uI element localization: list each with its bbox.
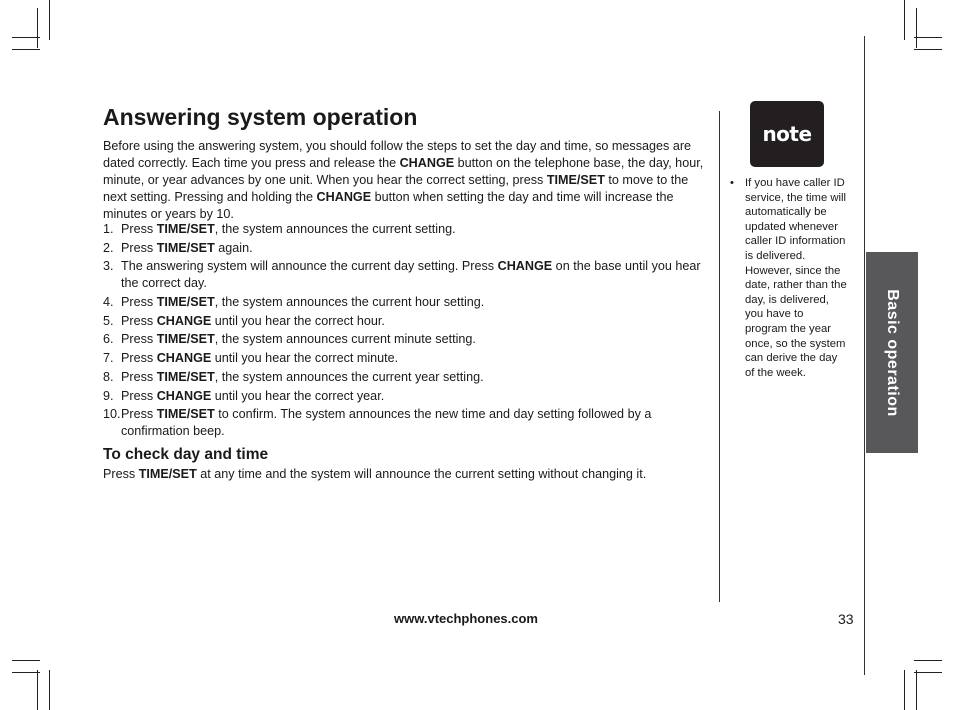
step-number: 2. [103,240,114,255]
step-key: TIME/SET [156,240,215,255]
step-text: Press [121,240,157,255]
crop-mark [37,670,38,710]
step-text: until you hear the correct hour. [211,313,385,328]
crop-mark [914,49,942,50]
step-key: CHANGE [156,351,212,366]
page-number: 33 [838,611,854,627]
crop-mark [12,672,40,673]
steps-list [103,221,705,442]
step-item [103,331,705,348]
crop-mark [916,670,917,710]
check-title: To check day and time [103,446,269,463]
crop-mark [916,8,917,48]
step-key: TIME/SET [156,295,215,310]
step-number: 6. [103,332,114,347]
step-item [103,313,705,330]
step-item [103,294,705,311]
page-title: Answering system operation [103,104,418,130]
step-item [103,369,705,386]
crop-mark [914,672,942,673]
note-badge [750,101,824,167]
step-text: Press [121,222,157,236]
step-item [103,406,705,440]
note-text [730,176,848,380]
step-item [103,221,705,238]
crop-mark [12,37,40,38]
step-text: , the system announces current minute setting. [214,332,476,347]
step-text: on the base until you hear the correct day. [121,259,701,291]
step-number: 8. [103,369,114,384]
step-text: Press [121,313,157,328]
step-text: to confirm. The system announces the new time and day setting followed by a confirmation beep. [121,407,652,439]
step-number: 9. [103,388,114,403]
step-text: Press [121,332,157,347]
step-text: again. [214,240,253,255]
step-item [103,350,705,367]
note-bullet: • [730,177,734,189]
step-number: 5. [103,313,114,328]
step-text: Press [121,295,157,310]
crop-mark [904,670,905,710]
section-tab-label: Basic operation [884,288,901,417]
step-item [103,240,705,257]
step-text: until you hear the correct year. [211,388,385,403]
step-key: CHANGE [156,313,212,328]
step-text: Press [121,351,157,366]
margin-rule [864,36,865,675]
step-key: CHANGE [497,259,553,274]
note-body: If you have caller ID service, the time will automatically be updated whenever caller ID information is delivered. However, since the date, rather than the day, is delivered, you have to program the year once, so the system can derive the day of the week. [745,177,847,379]
crop-mark [49,670,50,710]
crop-mark [49,0,50,40]
note-badge-label: note [762,122,812,146]
step-key: TIME/SET [156,222,215,236]
crop-mark [904,0,905,40]
intro-paragraph: Before using the answering system, you should follow the steps to set the day and time, so messages are dated correctly. Each time you press and release the CHANGE button on the telephone base, the day, hour, minute, or year advances by one unit. When you hear the correct setting, press TIME/SET to move to the next setting. Pressing and holding the CHANGE button when setting the day and time will increase the minutes or years by 10. [103,139,704,221]
step-text: Press [121,407,157,422]
step-text: until you hear the correct minute. [211,351,399,366]
step-number: 7. [103,351,114,366]
step-text: The answering system will announce the current day setting. Press [121,259,498,274]
step-number: 1. [103,222,114,236]
step-item [103,388,705,405]
step-number: 4. [103,295,114,310]
step-number: 3. [103,259,114,274]
step-text: Press [121,388,157,403]
step-number: 10. [103,407,121,422]
check-paragraph: Press TIME/SET at any time and the system will announce the current setting without changing it. [103,467,647,481]
step-key: TIME/SET [156,369,215,384]
footer-url: www.vtechphones.com [394,611,538,626]
step-text: , the system announces the current year setting. [214,369,484,384]
step-text: Press [121,369,157,384]
crop-mark [914,660,942,661]
step-key: TIME/SET [156,332,215,347]
step-item [103,258,705,292]
step-key: CHANGE [156,388,212,403]
step-key: TIME/SET [156,407,215,422]
step-text: , the system announces the current setting. [214,222,456,236]
step-text: , the system announces the current hour setting. [214,295,485,310]
crop-mark [12,660,40,661]
section-tab [866,252,918,453]
crop-mark [37,8,38,48]
crop-mark [914,37,942,38]
crop-mark [12,49,40,50]
column-divider [719,111,720,602]
